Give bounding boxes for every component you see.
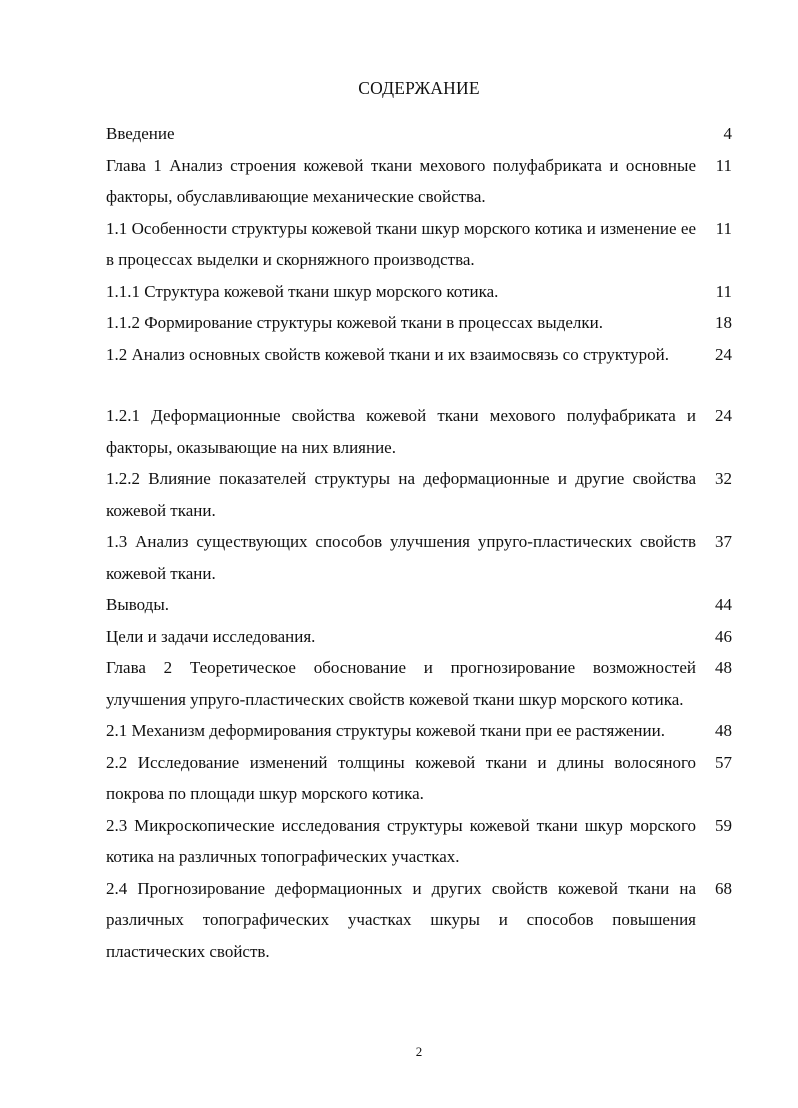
toc-entry-text: Глава 1 Анализ строения кожевой ткани мехового полуфабриката и основные факторы, обуславливающие механические свойства. [106,155,696,206]
toc-entry-1-3[interactable] [106,526,732,589]
toc-entry-text: 1.1 Особенности структуры кожевой ткани шкур морского котика и изменение ее в процессах выделки и скорняжного производства. [106,218,696,269]
toc-entry-1-1-2[interactable] [106,307,732,339]
toc-entry-page: 18 [715,313,732,332]
toc-entry-2-2[interactable] [106,747,732,810]
page-title: СОДЕРЖАНИЕ [358,78,480,98]
toc-entry-page: 68 [715,878,732,898]
toc-entry-page: 59 [715,815,732,835]
toc-entry-1-1-1[interactable] [106,276,732,308]
toc-entry-page: 48 [715,658,732,677]
toc-entry-text: Глава 2 Теоретическое обоснование и прогнозирование возможностей улучшения упруго-пластических свойств кожевой ткани шкур морского котика. [106,658,696,709]
toc-entry-page: 24 [715,344,732,364]
toc-entry-text: 1.2.2 Влияние показателей структуры на деформационные и другие свойства кожевой ткани. [106,469,696,520]
toc-entry-text: 2.1 Механизм деформирования структуры кожевой ткани при ее растяжении. [106,721,665,740]
toc-entry-page: 11 [715,155,732,175]
toc-entry-page: 57 [715,752,732,772]
toc-entry-page: 11 [715,218,732,238]
toc-entry-page: 32 [715,469,732,488]
toc-entry-page: 11 [715,281,732,301]
toc-entry-text: Выводы. [106,595,170,614]
toc-entry-text: Цели и задачи исследования. [106,626,316,646]
page-number: 2 [415,1044,423,1059]
toc-entry-text: Введение [106,124,175,143]
toc-entry-1-2-1[interactable] [106,400,732,463]
toc-entry-conclusions[interactable] [106,589,732,621]
toc-entry-text: 2.2 Исследование изменений толщины кожевой ткани и длины волосяного покрова по площади шкур морского котика. [106,752,696,803]
toc-entry-2-4[interactable] [106,873,732,968]
toc-entry-text: 2.3 Микроскопические исследования структуры кожевой ткани шкур морского котика на различных топографических участках. [106,815,696,866]
toc-entry-page: 48 [715,721,732,740]
table-of-contents [106,118,732,967]
toc-entry-text: 1.1.2 Формирование структуры кожевой ткани в процессах выделки. [106,313,603,332]
toc-entry-1-2-2[interactable] [106,463,732,526]
toc-entry-text: 1.2.1 Деформационные свойства кожевой ткани мехового полуфабриката и факторы, оказывающие на них влияние. [106,406,696,457]
toc-entry-page: 37 [715,532,732,551]
toc-entry-page: 46 [715,626,732,646]
toc-entry-2-1[interactable] [106,715,732,747]
toc-entry-chapter-1[interactable] [106,150,732,213]
toc-entry-chapter-2[interactable] [106,652,732,715]
toc-entry-introduction[interactable] [106,118,732,150]
toc-entry-text: 1.1.1 Структура кожевой ткани шкур морского котика. [106,281,499,301]
toc-entry-1-2[interactable] [106,339,732,371]
toc-entry-page: 24 [715,406,732,425]
toc-entry-goals[interactable] [106,621,732,653]
toc-entry-text: 1.2 Анализ основных свойств кожевой ткани и их взаимосвязь со структурой. [106,344,669,364]
toc-entry-1-1[interactable] [106,213,732,276]
toc-entry-2-3[interactable] [106,810,732,873]
toc-entry-page: 4 [723,124,732,143]
toc-entry-text: 1.3 Анализ существующих способов улучшения упруго-пластических свойств кожевой ткани. [106,532,696,583]
toc-entry-text: 2.4 Прогнозирование деформационных и других свойств кожевой ткани на различных топографических участках шкуры и способов повышения пластических свойств. [106,878,696,961]
toc-entry-page: 44 [715,595,732,614]
